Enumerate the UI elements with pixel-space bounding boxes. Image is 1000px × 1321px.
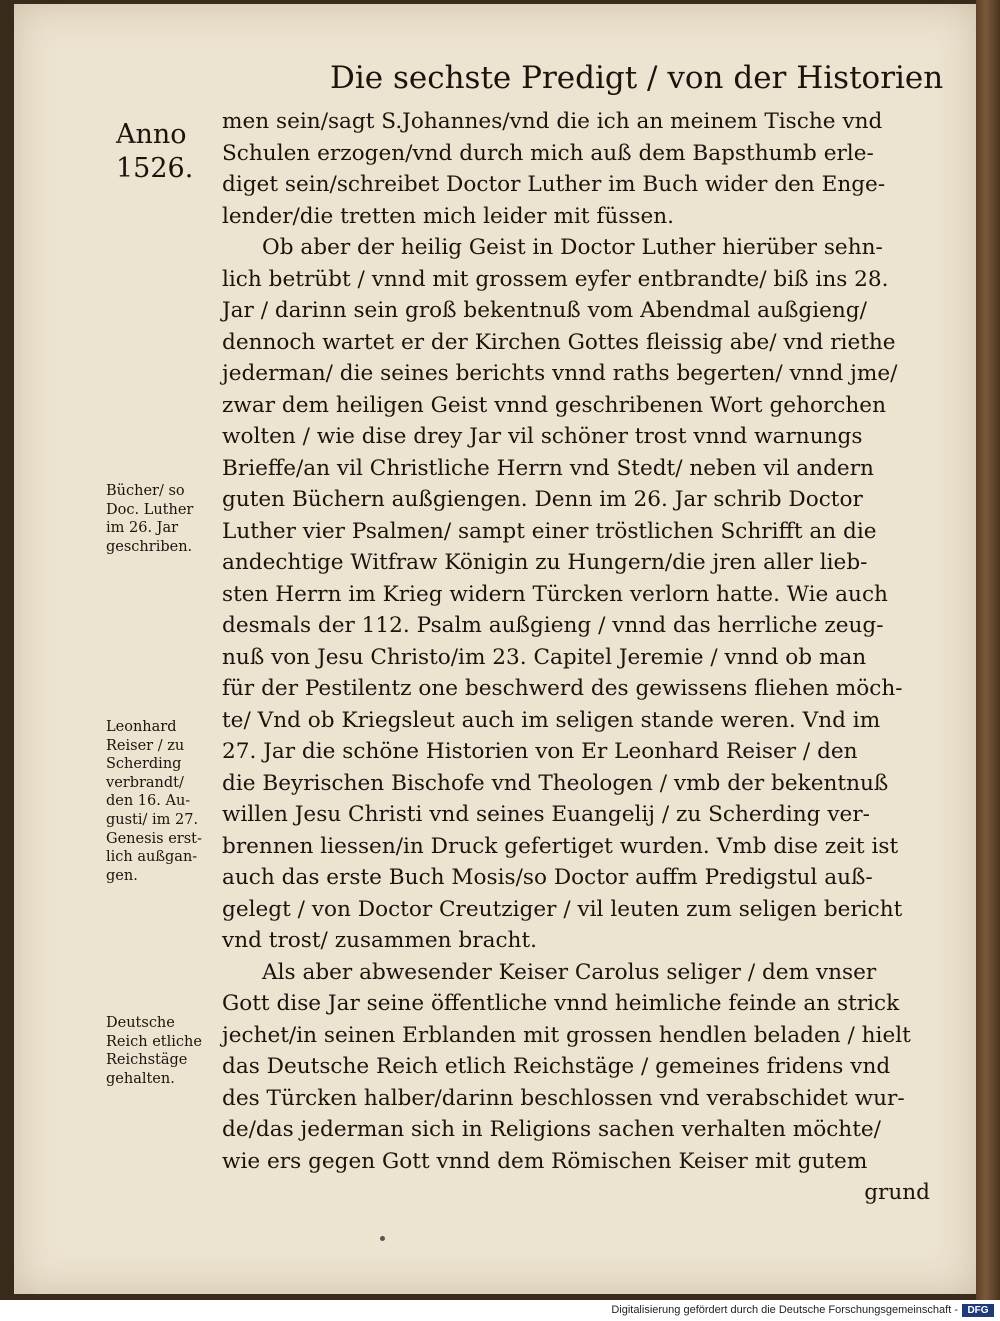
margin-line: Bücher/ so (106, 483, 185, 499)
margin-line: Leonhard (106, 719, 177, 735)
text-line: vnd trost/ zusammen bracht. (222, 928, 537, 953)
book-edge (976, 0, 1000, 1300)
margin-line: Reiser / zu (106, 737, 185, 754)
text-line: Brieffe/an vil Christliche Herrn vnd Stedt/ neben vil andern (222, 455, 874, 481)
text-line: te/ Vnd ob Kriegsleut auch im seligen stande weren. Vnd im (222, 707, 881, 733)
text-line: willen Jesu Christi vnd seines Euangelij / zu Scherding ver- (222, 802, 870, 827)
funding-credit: Digitalisierung gefördert durch die Deutsche Forschungsgemeinschaft - (611, 1304, 958, 1316)
body-text (222, 106, 930, 1209)
anno-marginal (116, 118, 193, 186)
text-line: diget sein/schreibet Doctor Luther im Buch wider den Enge- (222, 172, 886, 197)
text-line: men sein/sagt S.Johannes/vnd die ich an meinem Tische vnd (222, 109, 883, 134)
margin-line: Genesis erst- (106, 830, 202, 847)
margin-note-reichstaege (106, 1014, 230, 1088)
text-line: das Deutsche Reich etlich Reichstäge / gemeines fridens vnd (222, 1054, 891, 1079)
text-line: wie ers gegen Gott vnnd dem Römischen Keiser mit gutem (222, 1148, 868, 1174)
text-line: guten Büchern außgiengen. Denn im 26. Jar schrib Doctor (222, 487, 863, 512)
text-line: dennoch wartet er der Kirchen Gottes fleissig abe/ vnd riethe (222, 329, 896, 355)
margin-note-reiser (106, 718, 230, 885)
margin-line: gen. (106, 867, 138, 884)
text-line: gelegt / von Doctor Creutziger / vil leuten zum seligen bericht (222, 896, 903, 922)
text-line: grund (864, 1180, 930, 1205)
text-line: jechet/in seinen Erblanden mit grossen hendlen beladen / hielt (222, 1022, 911, 1048)
margin-line: geschriben. (106, 538, 193, 555)
margin-note-books (106, 482, 230, 556)
text-line: sten Herrn im Krieg widern Türcken verlorn hatte. Wie auch (222, 581, 888, 607)
text-line: de/das jederman sich in Religions sachen verhalten möchte/ (222, 1117, 881, 1142)
text-line: Jar / darinn sein groß bekentnuß vom Abendmal außgieng/ (222, 298, 867, 323)
text-line: wolten / wie dise drey Jar vil schöner trost vnnd warnungs (222, 424, 863, 449)
margin-line: Reich etliche (106, 1033, 202, 1050)
margin-line: lich außgan- (106, 849, 198, 866)
text-line: Schulen erzogen/vnd durch mich auß dem Bapsthumb erle- (222, 140, 874, 166)
anno-year: 1526. (116, 153, 194, 184)
margin-line: gehalten. (106, 1070, 175, 1087)
text-line: für der Pestilentz one beschwerd des gewissens fliehen möch- (222, 676, 903, 701)
text-line: jederman/ die seines berichts vnnd raths begerten/ vnnd jme/ (222, 361, 898, 386)
text-line: Ob aber der heilig Geist in Doctor Luther hierüber sehn- (262, 235, 883, 260)
text-line: Luther vier Psalmen/ sampt einer tröstlichen Schrifft an die (222, 518, 877, 544)
margin-line: Reichstäge (106, 1052, 188, 1069)
margin-line: den 16. Au- (106, 793, 191, 810)
dfg-logo: DFG (962, 1304, 994, 1317)
text-line: Gott dise Jar seine öffentliche vnnd heimliche feinde an strick (222, 991, 900, 1016)
text-line: Als aber abwesender Keiser Carolus seliger / dem vnser (262, 959, 877, 985)
text-line: andechtige Witfraw Königin zu Hungern/die jren aller lieb- (222, 550, 868, 575)
margin-line: gusti/ im 27. (106, 811, 199, 828)
text-line: zwar dem heiligen Geist vnnd geschribenen Wort gehorchen (222, 392, 886, 418)
text-line: lender/die tretten mich leider mit füssen. (222, 203, 675, 229)
text-line: auch das erste Buch Mosis/so Doctor auffm Predigstul auß- (222, 865, 873, 890)
text-line: brennen liessen/in Druck gefertiget wurden. Vmb dise zeit ist (222, 833, 899, 859)
text-line: desmals der 112. Psalm außgieng / vnnd das herrliche zeug- (222, 613, 884, 638)
margin-line: Doc. Luther (106, 501, 194, 518)
anno-word: Anno (116, 119, 187, 150)
text-line: lich betrübt / vnnd mit grossem eyfer entbrandte/ biß ins 28. (222, 266, 889, 292)
text-line: nuß von Jesu Christo/im 23. Capitel Jeremie / vnnd ob man (222, 644, 867, 670)
text-line: 27. Jar die schöne Historien von Er Leonhard Reiser / den (222, 739, 858, 764)
page-mark (380, 1236, 385, 1241)
text-line: des Türcken halber/darinn beschlossen vnd verabschidet wur- (222, 1085, 905, 1111)
margin-line: Scherding (106, 756, 182, 773)
running-header: Die sechste Predigt / von der Historien (330, 60, 944, 96)
footer-bar (0, 1300, 1000, 1321)
margin-line: im 26. Jar (106, 520, 179, 537)
text-line: die Beyrischen Bischofe vnd Theologen / vmb der bekentnuß (222, 770, 889, 796)
margin-line: Deutsche (106, 1015, 175, 1031)
margin-line: verbrandt/ (106, 774, 184, 791)
